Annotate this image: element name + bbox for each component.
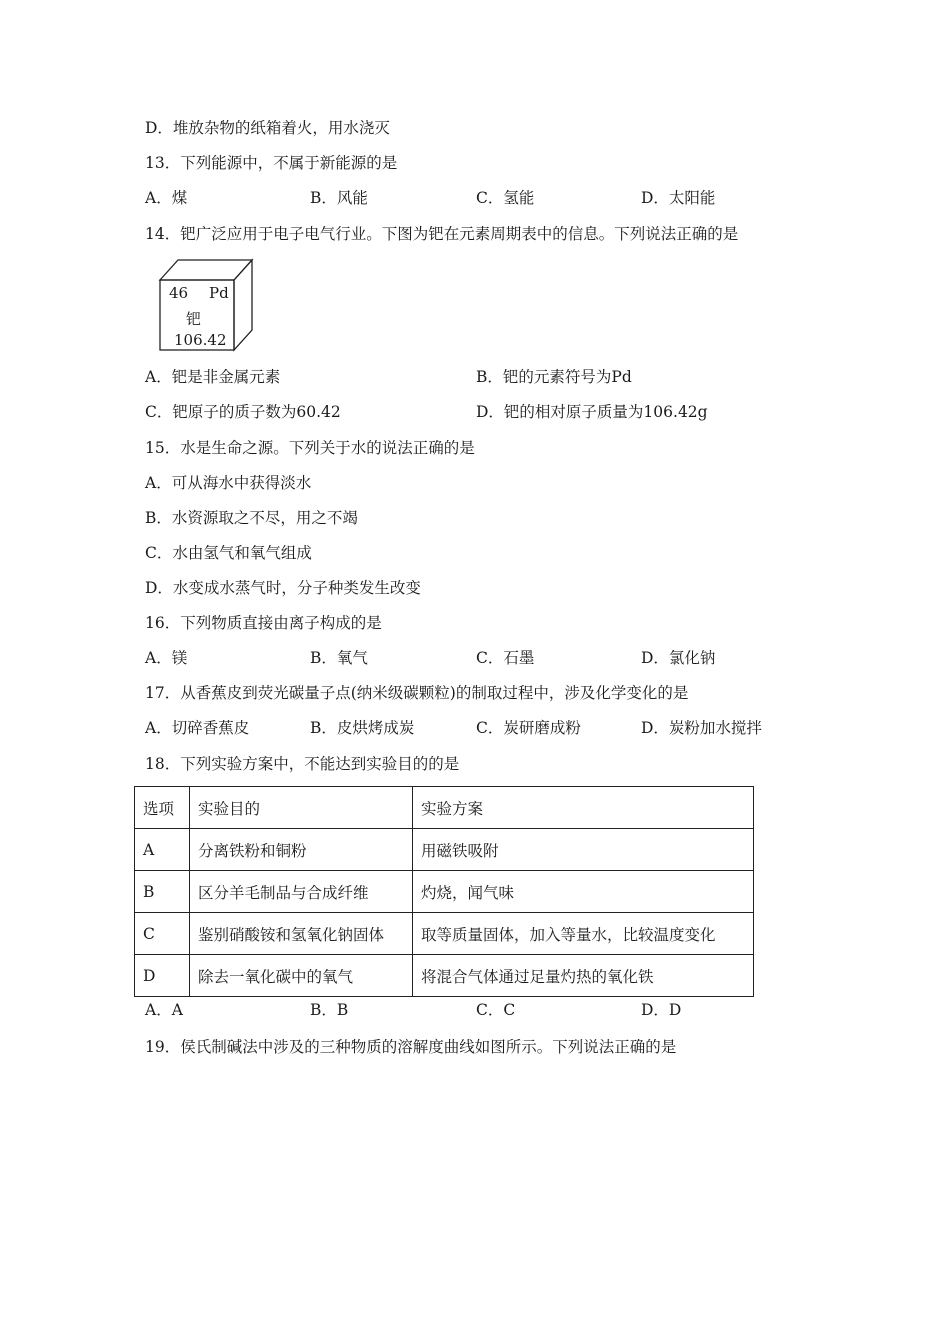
- table-cell: 用磁铁吸附: [413, 829, 754, 871]
- q15-option-c: C．水由氢气和氧气组成: [145, 544, 312, 562]
- table-header-row: [135, 787, 754, 829]
- q13-stem: 13．下列能源中，不属于新能源的是: [145, 154, 398, 172]
- table-header-cell: 实验目的: [190, 787, 413, 829]
- table-cell: 取等质量固体，加入等量水，比较温度变化: [413, 913, 754, 955]
- element-name: 钯: [186, 310, 202, 328]
- table-row: [135, 829, 754, 871]
- q14-option-c: C．钯原子的质子数为60.42: [145, 403, 341, 421]
- table-cell: 将混合气体通过足量灼热的氧化铁: [413, 955, 754, 997]
- q15-option-d: D．水变成水蒸气时，分子种类发生改变: [145, 579, 421, 597]
- q15-option-b: B．水资源取之不尽，用之不竭: [145, 509, 358, 527]
- q13-option-c: C．氢能: [476, 189, 535, 207]
- table-cell: A: [135, 829, 190, 871]
- element-atomic-number: 46: [169, 284, 189, 302]
- experiment-table: [134, 786, 754, 997]
- table-cell: C: [135, 913, 190, 955]
- q17-option-c: C．炭研磨成粉: [476, 719, 581, 737]
- table-row: [135, 871, 754, 913]
- table-header-cell: 实验方案: [413, 787, 754, 829]
- q14-option-a: A．钯是非金属元素: [145, 368, 281, 386]
- table-row: [135, 955, 754, 997]
- q15-option-a: A．可从海水中获得淡水: [145, 474, 312, 492]
- q14-option-d: D．钯的相对原子质量为106.42g: [476, 403, 708, 421]
- q18-option-a: A．A: [145, 1001, 183, 1019]
- q16-option-c: C．石墨: [476, 649, 535, 667]
- q18-option-b: B．B: [310, 1001, 349, 1019]
- table-cell: B: [135, 871, 190, 913]
- table-row: [135, 913, 754, 955]
- table-cell: 分离铁粉和铜粉: [190, 829, 413, 871]
- q18-stem: 18．下列实验方案中，不能达到实验目的的是: [145, 755, 460, 773]
- q13-option-b: B．风能: [310, 189, 368, 207]
- q12-option-d: D．堆放杂物的纸箱着火，用水浇灭: [145, 119, 390, 137]
- q16-option-d: D．氯化钠: [641, 649, 716, 667]
- table-cell: 灼烧，闻气味: [413, 871, 754, 913]
- q17-option-a: A．切碎香蕉皮: [145, 719, 250, 737]
- table-cell: 除去一氧化碳中的氧气: [190, 955, 413, 997]
- table-header-cell: 选项: [135, 787, 190, 829]
- q17-option-b: B．皮烘烤成炭: [310, 719, 415, 737]
- q16-stem: 16．下列物质直接由离子构成的是: [145, 614, 382, 632]
- q17-option-d: D．炭粉加水搅拌: [641, 719, 762, 737]
- q14-stem: 14．钯广泛应用于电子电气行业。下图为钯在元素周期表中的信息。下列说法正确的是: [145, 225, 739, 243]
- q13-option-a: A．煤: [145, 189, 188, 207]
- table-cell: 区分羊毛制品与合成纤维: [190, 871, 413, 913]
- q19-stem: 19．侯氏制碱法中涉及的三种物质的溶解度曲线如图所示。下列说法正确的是: [145, 1038, 677, 1056]
- q17-stem: 17．从香蕉皮到荧光碳量子点(纳米级碳颗粒)的制取过程中，涉及化学变化的是: [145, 684, 689, 702]
- q16-option-a: A．镁: [145, 649, 188, 667]
- element-mass: 106.42: [174, 331, 227, 349]
- q13-option-d: D．太阳能: [641, 189, 716, 207]
- q14-option-b: B．钯的元素符号为Pd: [476, 368, 632, 386]
- q15-stem: 15．水是生命之源。下列关于水的说法正确的是: [145, 439, 475, 457]
- q18-option-c: C．C: [476, 1001, 516, 1019]
- table-cell: D: [135, 955, 190, 997]
- element-symbol: Pd: [209, 284, 229, 302]
- q16-option-b: B．氧气: [310, 649, 368, 667]
- q18-option-d: D．D: [641, 1001, 682, 1019]
- table-cell: 鉴别硝酸铵和氢氧化钠固体: [190, 913, 413, 955]
